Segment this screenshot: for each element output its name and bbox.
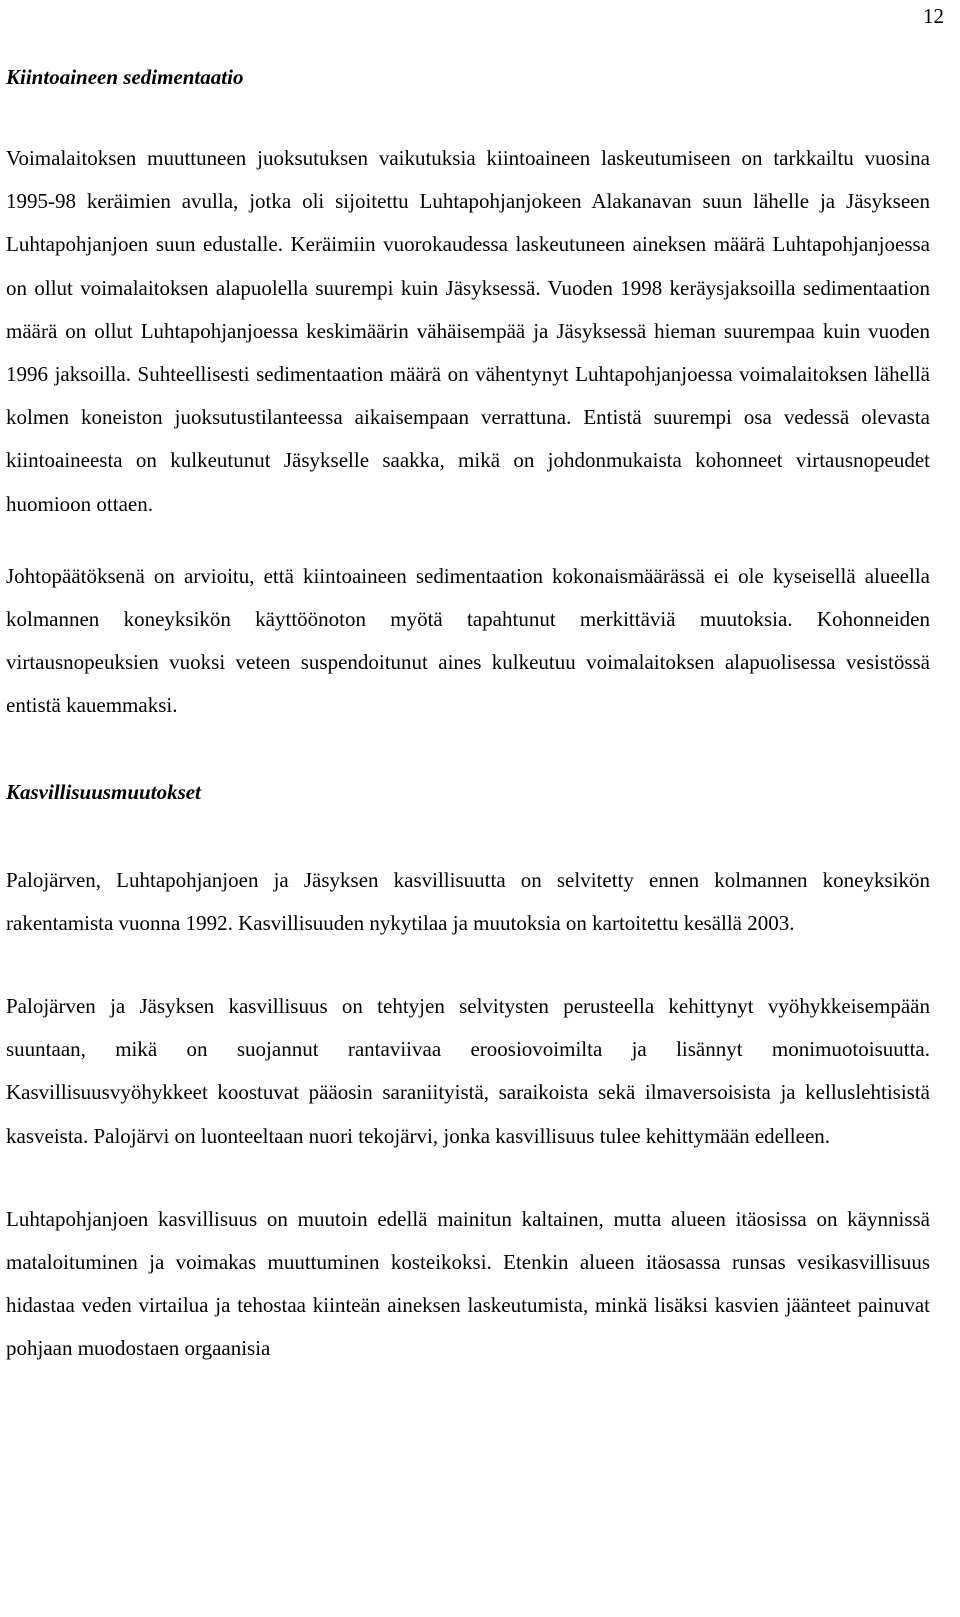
document-body: [6, 62, 930, 1371]
paragraph-vegetation-2: Palojärven ja Jäsyksen kasvillisuus on tehtyjen selvitysten perusteella kehittynyt vyöhykkeisempään suuntaan, mikä on suojannut rantaviivaa eroosiovoimilta ja lisännyt monimuotoisuutta. Kasvillisuusvyöhykkeet koostuvat pääosin saraniityistä, saraikoista sekä ilmaversoisista ja kelluslehtisistä kasveista. Palojärvi on luonteeltaan nuori tekojärvi, jonka kasvillisuus tulee kehittymään edelleen.: [6, 994, 930, 1148]
paragraph-sedimentation-1: Voimalaitoksen muuttuneen juoksutuksen vaikutuksia kiintoaineen laskeutumiseen on tarkkailtu vuosina 1995-98 keräimien avulla, jotka oli sijoitettu Luhtapohjanjokeen Alakanavan suun lähelle ja Jäsykseen Luhtapohjanjoen suun edustalle. Keräimiin vuorokaudessa laskeutuneen aineksen määrä Luhtapohjanjoessa on ollut voimalaitoksen alapuolella suurempi kuin Jäsyksessä. Vuoden 1998 keräysjaksoilla sedimentaation määrä on ollut Luhtapohjanjoessa keskimäärin vähäisempää ja Jäsyksessä hieman suurempaa kuin vuoden 1996 jaksoilla. Suhteellisesti sedimentaation määrä on vähentynyt Luhtapohjanjoessa voimalaitoksen lähellä kolmen koneiston juoksutustilanteessa aikaisempaan verrattuna. Entistä suurempi osa vedessä olevasta kiintoaineesta on kulkeutunut Jäsykselle saakka, mikä on johdonmukaista kohonneet virtausnopeudet huomioon ottaen.: [6, 146, 930, 516]
section-heading-sedimentation: Kiintoaineen sedimentaatio: [6, 65, 244, 89]
paragraph-vegetation-1: Palojärven, Luhtapohjanjoen ja Jäsyksen kasvillisuutta on selvitetty ennen kolmannen koneyksikön rakentamista vuonna 1992. Kasvillisuuden nykytilaa ja muutoksia on kartoitettu kesällä 2003.: [6, 867, 930, 935]
paragraph-vegetation-3: Luhtapohjanjoen kasvillisuus on muutoin edellä mainitun kaltainen, mutta alueen itäosissa on käynnissä mataloituminen ja voimakas muuttuminen kosteikoksi. Etenkin alueen itäosassa runsas vesikasvillisuus hidastaa veden virtailua ja tehostaa kiinteän aineksen laskeutumista, minkä lisäksi kasvien jäänteet painuvat pohjaan muodostaen orgaanisia: [6, 1206, 930, 1361]
page-number: 12: [923, 4, 944, 28]
paragraph-sedimentation-2: Johtopäätöksenä on arvioitu, että kiintoaineen sedimentaation kokonaismäärässä ei ole kyseisellä alueella kolmannen koneyksikön käyttöönoton myötä tapahtunut merkittäviä muutoksia. Kohonneiden virtausnopeuksien vuoksi veteen suspendoitunut aines kulkeutuu voimalaitoksen alapuolisessa vesistössä entistä kauemmaksi.: [6, 563, 930, 718]
section-heading-vegetation: Kasvillisuusmuutokset: [6, 779, 201, 804]
